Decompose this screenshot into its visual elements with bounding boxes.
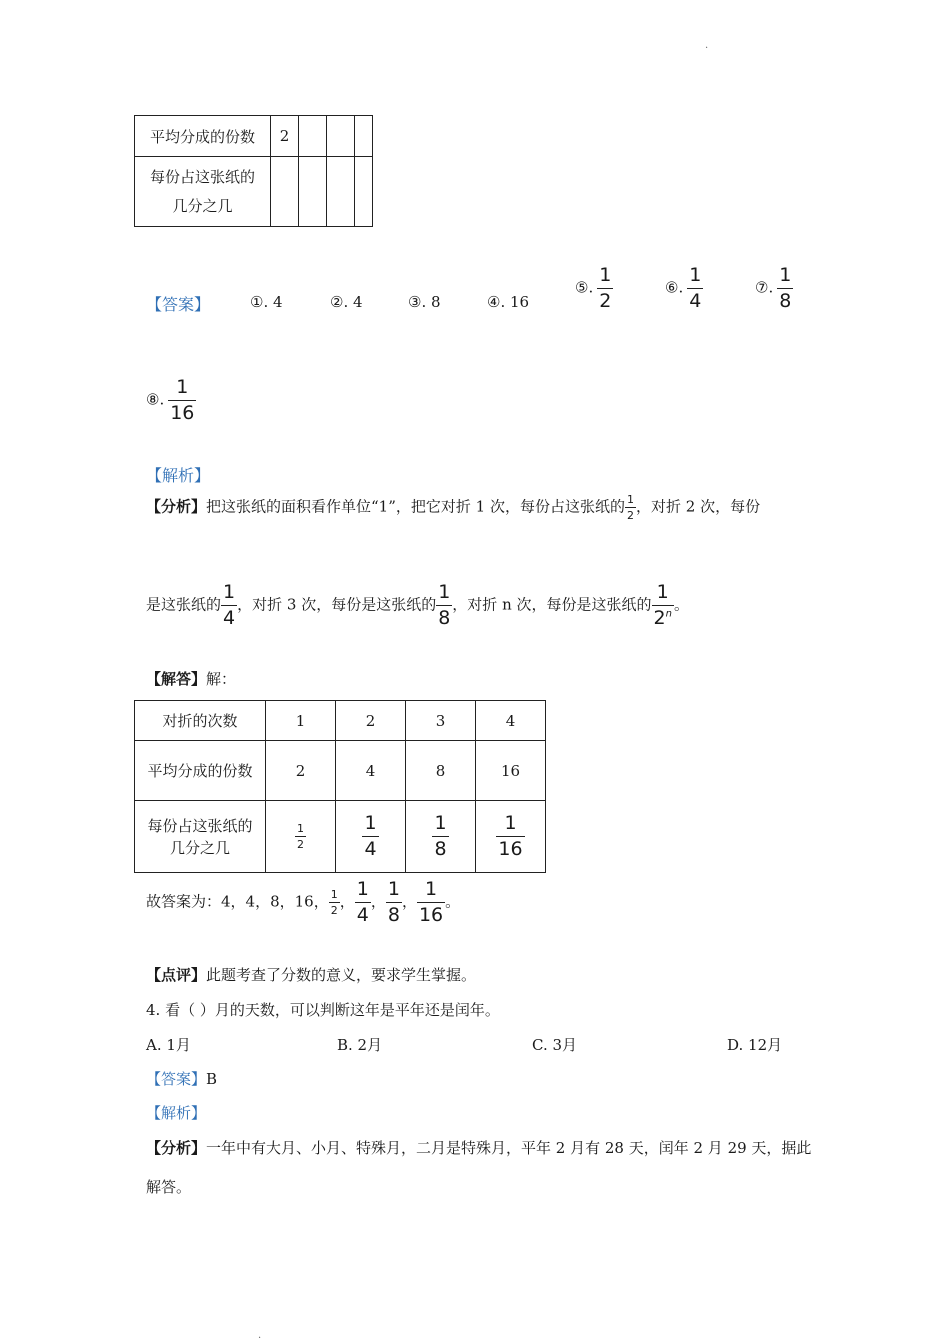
table1-blank-cell [271, 157, 299, 227]
q4-option-a: A. 1月 [146, 1036, 191, 1054]
fold-table-solution [134, 700, 546, 873]
page-dot-top: . [705, 40, 709, 51]
solution-table-cell: $\frac{1}{8}$ [406, 801, 476, 873]
solution-table-cell: $\frac{1}{16}$ [476, 801, 546, 873]
q4-answer: 【答案】B [146, 1070, 218, 1088]
answer-tag: 【答案】 [146, 295, 211, 314]
solution-table-cell: 4 [336, 741, 406, 801]
q4-option-b: B. 2月 [337, 1036, 383, 1054]
analysis-line-2: 是这张纸的 $\frac{1}{4}$ ，对折 3 次，每份是这张纸的 $\frac{1}{8}$ ，对折 n 次，每份是这张纸的 $\frac{1}{2^n}$ 。 [146, 581, 689, 629]
q4-analysis-line-1: 【分析】一年中有大月、小月、特殊月，二月是特殊月，平年 2 月有 28 天，闰年 2 月 29 天，据此 [146, 1139, 812, 1157]
answer-item: ①. 4 [250, 293, 283, 311]
table1-blank-cell [355, 157, 373, 227]
solution-table-header: 平均分成的份数 [135, 741, 266, 801]
answer-item: ⑤. $\frac{1}{2}$ [575, 264, 612, 312]
page-dot-bottom: . [258, 1330, 262, 1341]
solution-table-cell: 16 [476, 741, 546, 801]
analysis-line-1: 【分析】把这张纸的面积看作单位“1”，把它对折 1 次，每份占这张纸的 $\frac{1}{2}$ ，对折 2 次，每份 [146, 493, 761, 522]
solution-table-cell: $\frac{1}{2}$ [266, 801, 336, 873]
solution-table-header: 每份占这张纸的几分之几 [135, 801, 266, 873]
comment-line: 【点评】此题考查了分数的意义，要求学生掌握。 [146, 966, 477, 984]
solution-table-cell: $\frac{1}{4}$ [336, 801, 406, 873]
solution-table-cell: 4 [476, 701, 546, 741]
table1-row1-label: 平均分成的份数 [135, 116, 271, 157]
table1-blank-cell [327, 157, 355, 227]
solution-table-cell: 2 [336, 701, 406, 741]
answer-item: ⑦. $\frac{1}{8}$ [755, 264, 792, 312]
q4-option-c: C. 3月 [532, 1036, 578, 1054]
table1-row1-cell: 2 [271, 116, 299, 157]
solution-table-header: 对折的次数 [135, 701, 266, 741]
q4-analysis-tag: 【解析】 [146, 1104, 207, 1122]
q4-stem: 4. 看（ ）月的天数，可以判断这年是平年还是闰年。 [146, 1001, 500, 1019]
solution-table-cell: 1 [266, 701, 336, 741]
answer-item: ④. 16 [487, 293, 530, 311]
solution-table-cell: 2 [266, 741, 336, 801]
table1-row2-label: 每份占这张纸的 几分之几 [135, 157, 271, 227]
answer-item: ⑧. $\frac{1}{16}$ [146, 376, 195, 424]
solution-conclusion: 故答案为：4，4，8，16， $\frac{1}{2}$ ， $\frac{1}{4}$ ， $\frac{1}{8}$ ， $\frac{1}{16}$ 。 [146, 878, 461, 926]
table1-blank-cell [327, 116, 355, 157]
answer-item: ②. 4 [330, 293, 363, 311]
table1-blank-cell [299, 157, 327, 227]
analysis-tag: 【解析】 [146, 466, 211, 485]
q4-option-d: D. 12月 [727, 1036, 783, 1054]
q4-analysis-line-2: 解答。 [146, 1178, 192, 1196]
table1-blank-cell [299, 116, 327, 157]
table1-blank-cell [355, 116, 373, 157]
answer-item: ⑥. $\frac{1}{4}$ [665, 264, 702, 312]
fold-table-blank [134, 115, 373, 227]
solution-table-cell: 3 [406, 701, 476, 741]
solution-table-cell: 8 [406, 741, 476, 801]
answer-item: ③. 8 [408, 293, 441, 311]
solution-heading: 【解答】解： [146, 670, 237, 688]
